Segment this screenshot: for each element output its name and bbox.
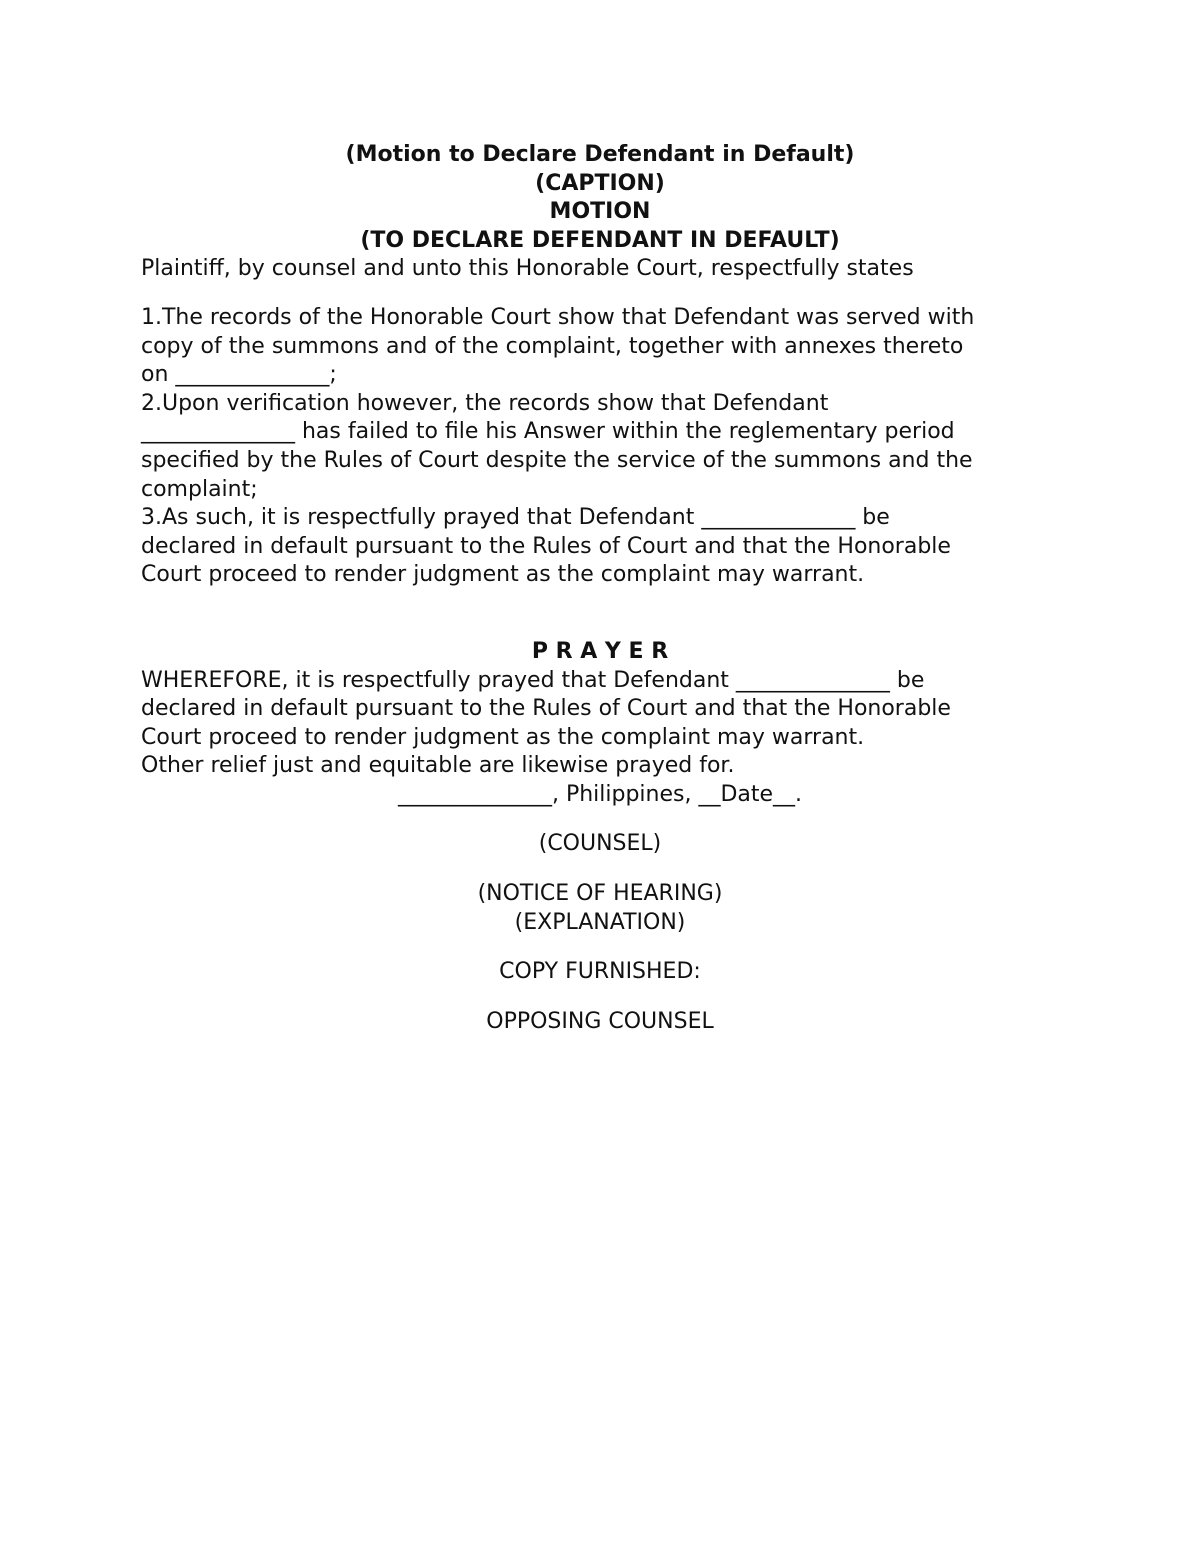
prayer-body xyxy=(141,667,1059,781)
paragraph-line: Court proceed to render judgment as the complaint may warrant. xyxy=(141,562,865,588)
counsel-signature: (COUNSEL) xyxy=(538,831,662,857)
paragraph-line: 2.Upon verification however, the records show that Defendant xyxy=(141,390,829,416)
opposing-counsel-label: OPPOSING COUNSEL xyxy=(486,1008,714,1034)
prayer-line: declared in default pursuant to the Rules of Court and that the Honorable xyxy=(141,696,951,722)
prayer-line: Court proceed to render judgment as the complaint may warrant. xyxy=(141,724,865,750)
paragraph-line: ______________ has failed to file his Answer within the reglementary period xyxy=(141,419,955,445)
paragraph-line: declared in default pursuant to the Rules of Court and that the Honorable xyxy=(141,533,951,559)
paragraph-line: 1.The records of the Honorable Court show that Defendant was served with xyxy=(141,304,975,330)
paragraph-line: specified by the Rules of Court despite the service of the summons and the xyxy=(141,447,973,473)
paragraph-line: complaint; xyxy=(141,476,258,502)
intro-statement: Plaintiff, by counsel and unto this Honorable Court, respectfully states xyxy=(141,256,914,282)
paragraph-1 xyxy=(141,304,1059,390)
prayer-line: Other relief just and equitable are likewise prayed for. xyxy=(141,753,735,779)
motion-label: MOTION xyxy=(549,199,651,225)
place-date-line: ______________, Philippines, __Date__. xyxy=(397,781,803,807)
motion-subtitle: (TO DECLARE DEFENDANT IN DEFAULT) xyxy=(360,227,840,253)
paragraph-3 xyxy=(141,504,1059,590)
copy-furnished-label: COPY FURNISHED: xyxy=(499,959,701,985)
explanation-label: (EXPLANATION) xyxy=(514,909,686,935)
document-page xyxy=(141,141,1059,1036)
notice-of-hearing: (NOTICE OF HEARING) xyxy=(477,881,723,907)
prayer-line: WHEREFORE, it is respectfully prayed that Defendant ______________ be xyxy=(141,667,925,693)
paragraph-line: 3.As such, it is respectfully prayed that Defendant ______________ be xyxy=(141,505,890,531)
document-title: (Motion to Declare Defendant in Default) xyxy=(345,142,855,167)
paragraph-line: copy of the summons and of the complaint, together with annexes thereto xyxy=(141,333,964,359)
prayer-heading: P R A Y E R xyxy=(531,638,669,664)
paragraph-2 xyxy=(141,390,1059,504)
caption-label: (CAPTION) xyxy=(535,170,665,196)
paragraph-line: on ______________; xyxy=(141,362,337,388)
